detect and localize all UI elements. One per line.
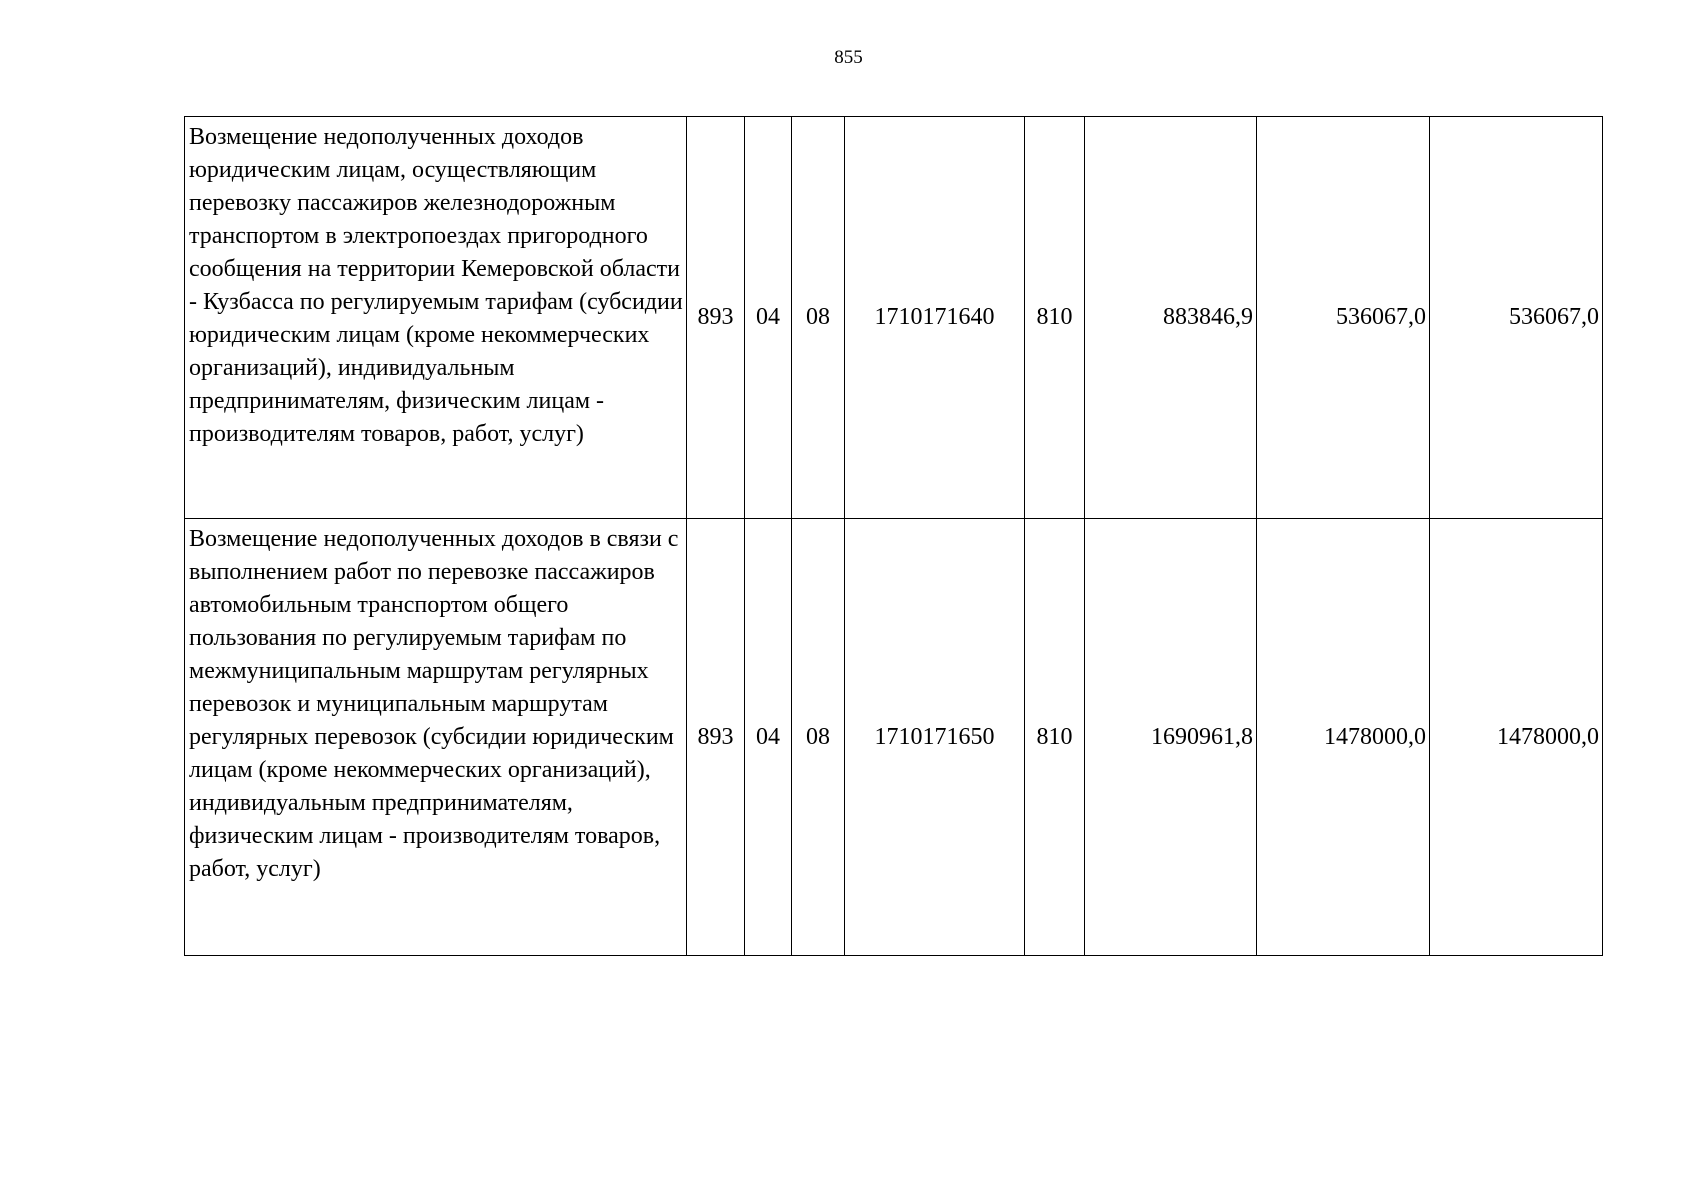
subsection-code: 08 (792, 519, 845, 956)
section-code: 04 (745, 519, 792, 956)
amount-3: 1478000,0 (1430, 519, 1603, 956)
amount-3: 536067,0 (1430, 117, 1603, 519)
target-article-code: 1710171640 (845, 117, 1025, 519)
amount-2: 536067,0 (1257, 117, 1430, 519)
amount-2: 1478000,0 (1257, 519, 1430, 956)
target-article-code: 1710171650 (845, 519, 1025, 956)
amount-1: 1690961,8 (1085, 519, 1257, 956)
amount-1: 883846,9 (1085, 117, 1257, 519)
expense-type-code: 810 (1025, 117, 1085, 519)
table-row (185, 117, 1603, 519)
row-description: Возмещение недополученных доходов юридическим лицам, осуществляющим перевозку пассажиров железнодорожным транспортом в электропоездах пригородного сообщения на территории Кемеровской области - Кузбасса по регулируемым тарифам (субсидии юридическим лицам (кроме некоммерческих организаций), индивидуальным предпринимателям, физическим лицам - производителям товаров, работ, услуг) (185, 117, 687, 519)
ministry-code: 893 (687, 117, 745, 519)
subsection-code: 08 (792, 117, 845, 519)
page-number: 855 (834, 47, 863, 68)
expense-type-code: 810 (1025, 519, 1085, 956)
row-description: Возмещение недополученных доходов в связи с выполнением работ по перевозке пассажиров автомобильным транспортом общего пользования по регулируемым тарифам по межмуниципальным маршрутам регулярных перевозок и муниципальным маршрутам регулярных перевозок (субсидии юридическим лицам (кроме некоммерческих организаций), индивидуальным предпринимателям, физическим лицам - производителям товаров, работ, услуг) (185, 519, 687, 956)
section-code: 04 (745, 117, 792, 519)
budget-table (184, 116, 1603, 956)
table-row (185, 519, 1603, 956)
ministry-code: 893 (687, 519, 745, 956)
